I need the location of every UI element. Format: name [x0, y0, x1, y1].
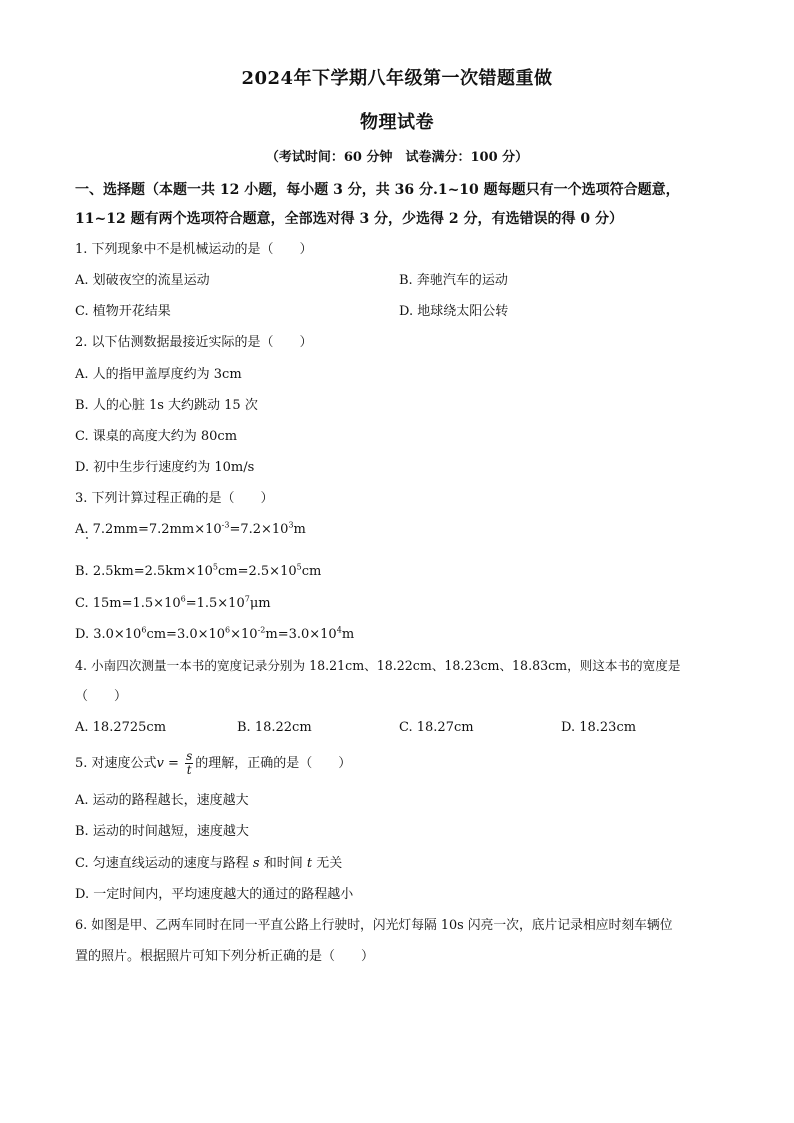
q1-option-b: B. 奔驰汽车的运动 — [399, 273, 508, 288]
q5-stem — [75, 750, 351, 778]
q1-stem: 1. 下列现象中不是机械运动的是（ ） — [75, 242, 313, 257]
q3-d-exp4: 4 — [336, 625, 342, 635]
q1-option-d: D. 地球绕太阳公转 — [399, 304, 509, 319]
q4-stem-continued: （ ） — [75, 689, 128, 704]
q2-option-b: B. 人的心脏 1s 大约跳动 15 次 — [75, 398, 258, 413]
q3-b-part3: cm — [301, 564, 322, 579]
exam-info: （考试时间：60 分钟 试卷满分：100 分） — [265, 150, 529, 165]
q4-option-a: A. 18.2725cm — [75, 720, 167, 735]
q3-d-part4: m=3.0×10 — [265, 627, 337, 642]
q5-velocity-symbol: v — [156, 756, 164, 771]
q3-d-exp3: -2 — [257, 625, 266, 635]
q2-option-c: C. 课桌的高度大约为 80cm — [75, 429, 238, 444]
q3-c-part1: C. 15m=1.5×10 — [75, 596, 181, 611]
q5-option-c — [75, 855, 342, 873]
q5-option-b: B. 运动的时间越短，速度越大 — [75, 824, 249, 839]
q6-stem: 6. 如图是甲、乙两车同时在同一平直公路上行驶时，闪光灯每隔 10s 闪亮一次，底片记录相应时刻车辆位 — [75, 918, 673, 933]
q3-c-part3: μm — [249, 596, 271, 611]
q3-b-exp1: 5 — [212, 562, 218, 572]
q5-equals: = — [163, 756, 184, 771]
q3-option-a — [75, 521, 306, 539]
q3-d-exp1: 6 — [141, 625, 147, 635]
q3-d-part2: cm=3.0×10 — [146, 627, 226, 642]
q3-c-exp2: 7 — [244, 594, 250, 604]
q5-fraction — [185, 750, 193, 777]
q4-option-d: D. 18.23cm — [561, 720, 637, 735]
q3-b-exp2: 5 — [296, 562, 302, 572]
q3-b-part2: cm=2.5×10 — [218, 564, 297, 579]
q4-stem: 4. 小南四次测量一本书的宽度记录分别为 18.21cm、18.22cm、18.23cm、18.83cm，则这本书的宽度是 — [75, 658, 681, 673]
section-heading: 一、选择题（本题一共 12 小题，每小题 3 分，共 36 分.1~10 题每题只有一个选项符合题意，11~12 题有两个选项符合题意，全部选对得 3 分，少选得 2 分，有选错误的得 0 分） — [75, 182, 680, 227]
q5-option-d: D. 一定时间内，平均速度越大的通过的路程越小 — [75, 887, 354, 902]
q5-stem-part2: 的理解，正确的是（ ） — [195, 756, 352, 771]
q5-c-distance-symbol: s — [252, 856, 260, 871]
q3-d-part3: ×10 — [230, 627, 258, 642]
q3-b-part1: B. 2.5km=2.5km×10 — [75, 564, 213, 579]
q5-fraction-numerator: s — [186, 749, 193, 763]
q3-option-b — [75, 563, 321, 581]
q3-option-d — [75, 626, 354, 644]
q3-a-exp1: -3 — [221, 520, 230, 530]
q5-c-part1: C. 匀速直线运动的速度与路程 — [75, 856, 253, 871]
q3-a-part1: A. 7.2mm=7.2mm×10 — [75, 522, 222, 537]
q6-stem-continued: 置的照片。根据照片可知下列分析正确的是（ ） — [75, 949, 375, 964]
q5-c-part3: 无关 — [312, 856, 343, 871]
exam-title: 2024年下学期八年级第一次错题重做 — [241, 68, 553, 89]
stray-dot — [86, 537, 88, 539]
q2-option-a: A. 人的指甲盖厚度约为 3cm — [75, 367, 242, 382]
q3-a-part2: =7.2×10 — [229, 522, 289, 537]
q3-d-part1: D. 3.0×10 — [75, 627, 142, 642]
q3-option-c — [75, 595, 271, 613]
q5-c-part2: 和时间 — [259, 856, 307, 871]
q5-c-time-symbol: t — [306, 856, 313, 871]
q3-a-exp2: 3 — [288, 520, 294, 530]
q1-option-c: C. 植物开花结果 — [75, 304, 171, 319]
q3-stem: 3. 下列计算过程正确的是（ ） — [75, 491, 274, 506]
q4-option-c: C. 18.27cm — [399, 720, 474, 735]
q3-a-part3: m — [293, 522, 306, 537]
q3-c-exp1: 6 — [180, 594, 186, 604]
q5-option-a: A. 运动的路程越长，速度越大 — [75, 793, 249, 808]
exam-subtitle: 物理试卷 — [360, 112, 434, 133]
q2-option-d: D. 初中生步行速度约为 10m/s — [75, 460, 255, 475]
q3-c-part2: =1.5×10 — [185, 596, 245, 611]
q5-fraction-denominator: t — [186, 763, 192, 777]
q5-stem-part1: 5. 对速度公式 — [75, 756, 157, 771]
q3-d-part5: m — [341, 627, 355, 642]
q3-d-exp2: 6 — [225, 625, 231, 635]
q2-stem: 2. 以下估测数据最接近实际的是（ ） — [75, 335, 313, 350]
q4-option-b: B. 18.22cm — [237, 720, 312, 735]
q1-option-a: A. 划破夜空的流星运动 — [75, 273, 210, 288]
